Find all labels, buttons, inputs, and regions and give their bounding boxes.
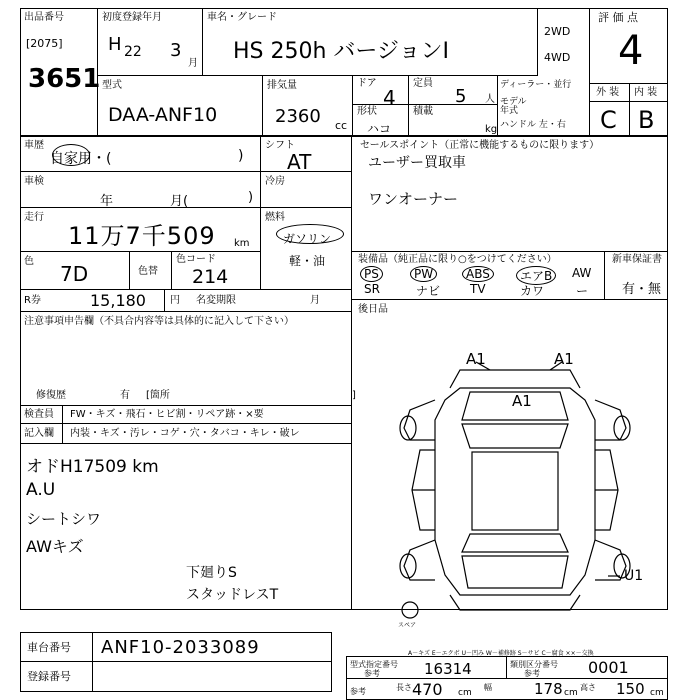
dealer-cell	[498, 76, 590, 136]
color-change-cell	[130, 252, 172, 290]
sales-label: セールスポイント（正常に機能するものに限ります）	[360, 140, 600, 151]
type-no-label: 型式指定番号	[350, 660, 398, 669]
reg-month-unit: 月	[188, 58, 198, 69]
int-grade-label: 内 装	[634, 87, 658, 98]
fuel-light-oil: 軽・油	[289, 254, 326, 268]
car-name-cell	[203, 8, 538, 76]
car-damage-diagram	[390, 340, 640, 630]
model-year-label: モデル年式	[500, 97, 527, 116]
color-row	[20, 252, 130, 290]
chassis-number: ANF10-2033089	[101, 637, 260, 658]
height-unit: cm	[650, 688, 664, 698]
car-name: HS 250h バージョンI	[233, 39, 450, 64]
reg-month: 3	[170, 40, 182, 61]
writer-row	[20, 424, 352, 444]
repair-label: 修復歴	[36, 390, 66, 401]
mileage-unit: km	[234, 238, 250, 249]
warranty-divider	[604, 252, 605, 300]
inspection-year-unit: 年	[100, 194, 114, 209]
later-items-cell	[352, 300, 668, 340]
type-ref-label: 参考	[364, 669, 380, 678]
int-check-row: 内装・キズ・汚レ・コゲ・穴・タバコ・キレ・破レ	[70, 428, 300, 439]
warranty-label: 新車保証書	[612, 254, 662, 265]
lot-number: 3651	[28, 64, 101, 94]
warranty-value: 有・無	[622, 282, 662, 297]
class-ref-label: 参考	[524, 669, 540, 678]
color-change-label: 色替	[138, 266, 158, 277]
checker-divider	[62, 406, 63, 444]
shape-label: 形状	[357, 106, 377, 117]
recycle-row	[20, 290, 352, 312]
type-box-divider	[506, 656, 507, 678]
inspection-row	[20, 172, 260, 208]
equip-abs: ABS	[462, 266, 494, 282]
equip-tv: TV	[470, 282, 486, 296]
load-label: 積載	[413, 106, 433, 117]
drive-4wd: 4WD	[544, 51, 571, 64]
class-no: 0001	[588, 658, 629, 677]
checker-row	[20, 406, 352, 424]
reg-era: H	[108, 34, 122, 55]
displacement: 2360	[275, 106, 321, 127]
mark-rear: U1	[624, 568, 644, 584]
ext-grade: C	[600, 106, 617, 134]
lot-label: 出品番号	[24, 12, 64, 23]
height: 150	[616, 680, 645, 698]
capacity-cell	[409, 76, 498, 136]
mileage-label: 走行	[24, 212, 44, 223]
shift-cell	[260, 136, 352, 172]
color-code: 214	[192, 266, 229, 288]
ac-cell	[260, 172, 352, 208]
ext-grade-label: 外 装	[596, 87, 620, 98]
history-close: )	[238, 148, 244, 164]
type-box-mid	[346, 678, 668, 679]
lot-cell	[20, 8, 101, 136]
drive-2wd: 2WD	[544, 25, 571, 38]
color-code-cell	[172, 252, 260, 290]
capacity: 5	[455, 86, 467, 107]
equip-ps: PS	[360, 266, 383, 282]
mileage-row	[20, 208, 260, 252]
recycle-divider	[164, 290, 165, 312]
int-grade: B	[638, 106, 655, 134]
chassis-row	[20, 632, 332, 662]
note-aw: AWキズ	[26, 537, 84, 556]
inspection-close: )	[248, 190, 254, 205]
chassis-label: 車台番号	[27, 641, 71, 654]
dim-ref-label: 参考	[350, 687, 366, 696]
shift-label: シフト	[265, 140, 295, 151]
writer-label: 記入欄	[24, 428, 54, 439]
length-unit: cm	[458, 688, 472, 698]
width-label: 幅	[484, 683, 492, 692]
lot-ref: [2075]	[26, 37, 63, 50]
first-reg-label: 初度登録年月	[102, 12, 162, 23]
mark-front-left: A1	[466, 350, 486, 368]
shift-value: AT	[287, 150, 312, 174]
color-label: 色	[24, 256, 34, 267]
recycle-value: 15,180	[90, 291, 146, 310]
checker-label: 検査員	[24, 409, 54, 420]
handle-label: ハンドル 左・右	[500, 120, 566, 130]
equip-dash: ー	[576, 284, 589, 298]
equip-navi: ナビ	[416, 284, 441, 298]
length-label: 長さ	[396, 683, 412, 692]
fuel-label: 燃料	[265, 212, 285, 223]
displacement-cell	[263, 76, 353, 136]
model-label: 型式	[102, 80, 122, 91]
equip-label: 装備品（純正品に限り○をつけてください）	[358, 254, 557, 265]
fuel-cell	[260, 208, 352, 290]
sales-cell	[352, 136, 668, 252]
notes-label: 注意事項申告欄（不具合内容等は具体的に記入して下さい）	[24, 316, 294, 327]
ext-check-row: FW・キズ・飛石・ヒビ割・リペア跡・×要	[70, 409, 264, 420]
height-label: 高さ	[580, 683, 596, 692]
equip-grid	[358, 266, 598, 298]
equip-pw: PW	[410, 266, 437, 282]
door-label: ドア	[357, 78, 377, 89]
grade-divider	[629, 84, 630, 136]
repair-value: 有	[120, 390, 130, 401]
note-au: A.U	[26, 480, 56, 500]
yen-unit: 円	[170, 295, 180, 306]
spare-label: スペア	[398, 622, 417, 629]
equip-aw: AW	[572, 266, 592, 280]
equipment-cell	[352, 252, 668, 300]
grade-score: 4	[618, 28, 644, 74]
width: 178	[534, 680, 563, 698]
recycle-label: R券	[24, 295, 41, 306]
equip-sr: SR	[364, 282, 380, 296]
note-seat: シートシワ	[26, 510, 102, 528]
cap-label: 定員	[413, 78, 433, 89]
mark-front-right: A1	[554, 350, 574, 368]
grade-cell	[590, 8, 668, 84]
note-odometer: オドH17509 km	[26, 457, 159, 477]
later-label: 後日品	[358, 304, 388, 315]
dealer-label: ディーラー・並行	[500, 80, 572, 90]
ac-label: 冷房	[265, 176, 285, 187]
fuel-circle	[276, 224, 344, 244]
inspection-label: 車検	[24, 176, 44, 187]
drive-cell	[538, 8, 590, 76]
fuel-gasoline: ガソリン	[283, 232, 332, 246]
type-no: 16314	[424, 660, 472, 678]
inspection-month-unit: 月(	[170, 194, 189, 209]
width-unit: cm	[564, 688, 578, 698]
reg-row	[20, 662, 332, 692]
doors-cell	[353, 76, 409, 136]
history-circle	[52, 144, 90, 166]
location-label: [箇所	[146, 390, 170, 401]
kg-unit: kg	[485, 124, 498, 135]
reg-year: 22	[124, 44, 142, 60]
location-close: ]	[352, 390, 356, 401]
mileage-value: 11万7千509	[68, 222, 216, 250]
deadline-month: 月	[310, 295, 320, 306]
grade-label: 評 価 点	[598, 11, 638, 24]
history-label: 車歴	[24, 140, 44, 151]
length: 470	[412, 680, 443, 699]
history-value: 自家用・(	[50, 151, 112, 167]
equip-airbag: エアB	[516, 266, 556, 285]
mark-hood: A1	[512, 392, 532, 410]
notes-area	[20, 312, 356, 406]
sales-point-2: ワンオーナー	[368, 190, 459, 208]
person-unit: 人	[485, 94, 495, 105]
doors: 4	[383, 86, 396, 110]
car-name-label: 車名・グレード	[207, 12, 277, 23]
shape: ハコ	[367, 122, 392, 136]
legend-text: A－キズ E－エクボ U－凹み W－補修跡 S－サビ C－腐食 ××－交換	[408, 650, 594, 657]
sales-point-1: ユーザー買取車	[368, 155, 466, 171]
disp-label: 排気量	[267, 80, 297, 91]
model-cell	[98, 76, 263, 136]
reg-label: 登録番号	[27, 670, 71, 683]
model-code: DAA-ANF10	[108, 104, 218, 126]
note-underbody: 下廻りS	[186, 565, 237, 581]
equip-leather: カワ	[520, 284, 545, 298]
color-code-label: 色コード	[176, 254, 216, 265]
class-no-label: 類別区分番号	[510, 660, 558, 669]
first-reg-cell	[98, 8, 203, 76]
note-studless: スタッドレスT	[186, 587, 279, 603]
deadline-label: 名変期限	[196, 295, 236, 306]
color-value: 7D	[60, 262, 89, 286]
cc-unit: cc	[335, 119, 348, 132]
